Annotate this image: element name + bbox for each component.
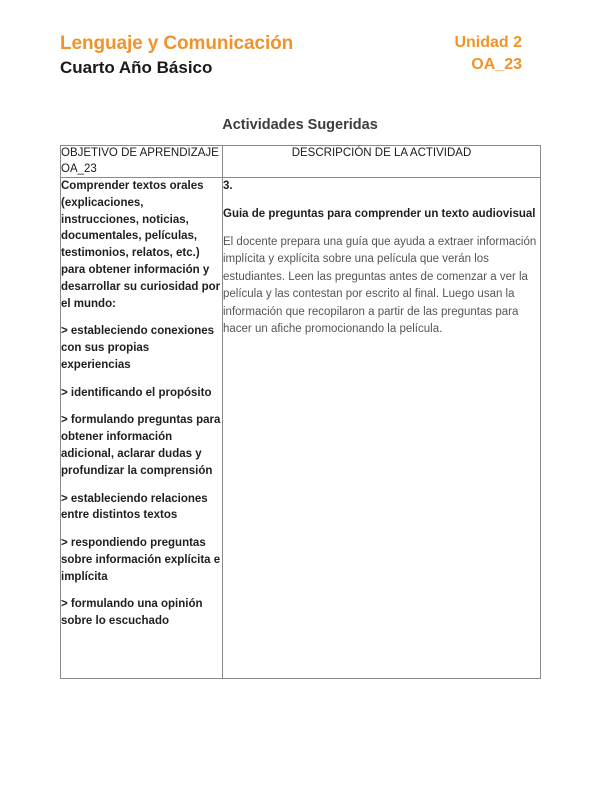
objective-bullet-2: > identificando el propósito bbox=[61, 386, 212, 399]
activity-heading: Guia de preguntas para comprender un texto audiovisual bbox=[223, 208, 536, 221]
description-cell bbox=[223, 178, 541, 679]
document-header bbox=[60, 33, 522, 78]
activity-body-text: El docente prepara una guía que ayuda a extraer información implícita y explícita sobre una película que verán los estudiantes. Leen las preguntas antes de comenzar a ver la película y las contestan por escrito al final. Luego usan la información que recopilaron a partir de las preguntas para hacer un afiche promocionando la película. bbox=[223, 235, 537, 336]
oa-code-label: OA_23 bbox=[471, 56, 522, 74]
activity-number: 3. bbox=[223, 180, 233, 193]
objective-bullet-1: > estableciendo conexiones con sus propias experiencias bbox=[61, 325, 215, 371]
objective-bullet-6: > formulando una opinión sobre lo escuchado bbox=[61, 598, 203, 628]
objective-bullet-4: > estableciendo relaciones entre distintos textos bbox=[61, 492, 208, 522]
table-row bbox=[61, 178, 541, 679]
objective-bullet-3: > formulando preguntas para obtener información adicional, aclarar dudas y profundizar la comprensión bbox=[61, 414, 221, 477]
header-right-group bbox=[454, 33, 522, 74]
header-left-group bbox=[60, 33, 293, 78]
objective-text-block bbox=[61, 178, 222, 630]
page-title: Actividades Sugeridas bbox=[222, 117, 378, 133]
subject-title: Lenguaje y Comunicación bbox=[60, 33, 294, 54]
column-header-description: DESCRIPCIÓN DE LA ACTIVIDAD bbox=[223, 146, 541, 178]
table-header-row bbox=[61, 146, 541, 178]
objective-cell bbox=[61, 178, 223, 679]
column-header-objective: OBJETIVO DE APRENDIZAJE OA_23 bbox=[61, 146, 223, 178]
activities-table bbox=[60, 145, 541, 679]
grade-title: Cuarto Año Básico bbox=[60, 57, 213, 77]
unit-label: Unidad 2 bbox=[454, 34, 522, 51]
objective-bullet-5: > respondiendo preguntas sobre información explícita e implícita bbox=[61, 537, 221, 583]
objective-intro: Comprender textos orales (explicaciones, instrucciones, noticias, documentales, películas, testimonios, relatos, etc.) para obtener información y desarrollar su curiosidad por el mundo: bbox=[61, 180, 221, 310]
